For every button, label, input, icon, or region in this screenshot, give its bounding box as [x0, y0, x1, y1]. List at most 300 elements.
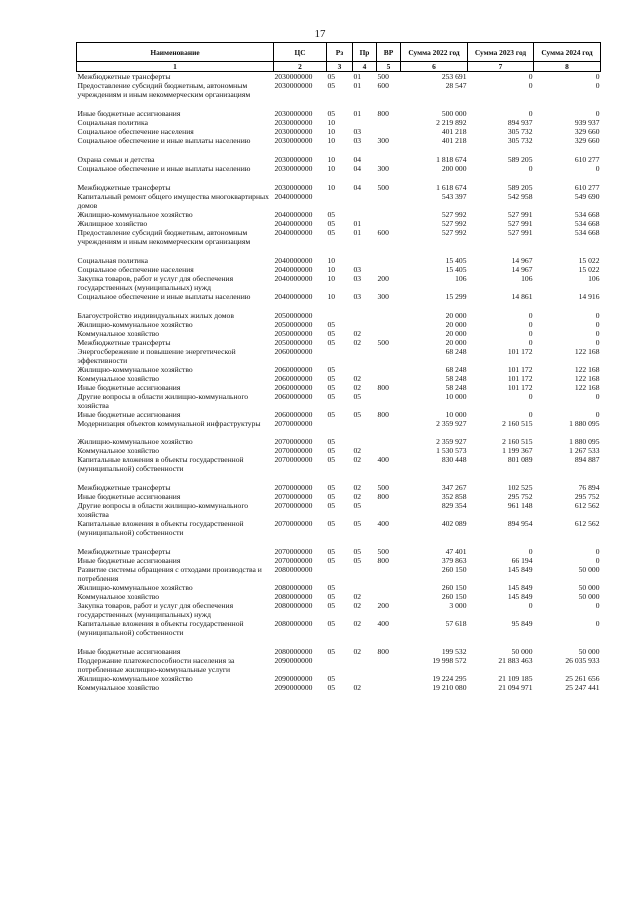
- row-pr-code: 02: [353, 592, 362, 601]
- spacer-row: [77, 99, 601, 109]
- budget-table: [76, 42, 601, 692]
- row-name: Жилищно-коммунальное хозяйство: [77, 365, 193, 374]
- row-cs-code: 2070000000: [274, 483, 313, 492]
- row-sum-2022: 260 150: [441, 592, 467, 601]
- row-cs-code: 2080000000: [274, 565, 313, 574]
- row-rz-code: 10: [327, 183, 336, 192]
- table-row: [77, 228, 601, 246]
- budget-table-body: [77, 72, 601, 693]
- row-cs-code: 2050000000: [274, 338, 313, 347]
- row-vr-code: 500: [377, 338, 389, 347]
- row-sum-2024: 50 000: [578, 583, 600, 592]
- row-sum-2023: 0: [528, 410, 533, 419]
- row-cs-code: 2070000000: [274, 547, 313, 556]
- table-row: [77, 619, 601, 637]
- row-pr-code: 03: [353, 127, 362, 136]
- row-vr-code: [377, 347, 401, 365]
- row-name: Коммунальное хозяйство: [77, 683, 160, 692]
- row-name: Капитальные вложения в объекты государственной (муниципальной) собственности: [77, 619, 244, 637]
- row-rz-code: 10: [327, 292, 336, 301]
- row-name: Жилищно-коммунальное хозяйство: [77, 674, 193, 683]
- spacer-row: [77, 637, 601, 647]
- row-pr-code: [353, 419, 377, 437]
- row-name: Иные бюджетные ассигнования: [77, 492, 181, 501]
- table-row: [77, 292, 601, 301]
- row-vr-code: [377, 365, 401, 374]
- row-cs-code: 2090000000: [274, 656, 313, 665]
- row-sum-2024: 76 894: [578, 483, 600, 492]
- row-vr-code: 600: [377, 81, 389, 90]
- row-sum-2023: 0: [528, 329, 533, 338]
- row-pr-code: 02: [353, 483, 362, 492]
- row-vr-code: 600: [377, 228, 389, 237]
- row-rz-code: [327, 565, 353, 583]
- table-row: [77, 256, 601, 265]
- row-pr-code: 05: [353, 519, 362, 528]
- header-rz: Рз: [327, 43, 353, 62]
- header-name: Наименование: [77, 43, 274, 62]
- row-sum-2024: 534 668: [574, 210, 600, 219]
- row-rz-code: [327, 192, 353, 210]
- row-sum-2023: 2 160 515: [502, 419, 533, 428]
- row-vr-code: 800: [377, 109, 389, 118]
- row-name: Межбюджетные трансферты: [77, 183, 171, 192]
- row-sum-2022: 1 530 573: [436, 446, 467, 455]
- header-cs: ЦС: [274, 43, 327, 62]
- row-sum-2024: 0: [595, 109, 600, 118]
- row-cs-code: 2060000000: [274, 392, 313, 401]
- row-pr-code: [353, 656, 377, 674]
- table-row: [77, 329, 601, 338]
- row-sum-2024: 549 690: [574, 192, 600, 201]
- row-name: Благоустройство индивидуальных жилых домов: [77, 311, 234, 320]
- row-rz-code: 05: [327, 228, 336, 237]
- row-rz-code: 05: [327, 338, 336, 347]
- table-row: [77, 446, 601, 455]
- row-rz-code: 10: [327, 118, 336, 127]
- row-cs-code: 2090000000: [274, 674, 313, 683]
- row-pr-code: 03: [353, 274, 362, 283]
- table-row: [77, 347, 601, 365]
- row-sum-2023: 295 752: [507, 492, 533, 501]
- spacer-cell: [77, 473, 601, 483]
- table-row: [77, 556, 601, 565]
- row-rz-code: [327, 311, 353, 320]
- row-rz-code: 05: [327, 109, 336, 118]
- row-cs-code: 2070000000: [274, 437, 313, 446]
- table-row: [77, 118, 601, 127]
- row-pr-code: 03: [353, 292, 362, 301]
- row-vr-code: [377, 419, 401, 437]
- row-sum-2022: 19 210 080: [432, 683, 467, 692]
- row-pr-code: 01: [353, 219, 362, 228]
- row-sum-2022: 352 858: [441, 492, 467, 501]
- row-sum-2023: 305 732: [507, 136, 533, 145]
- row-pr-code: 04: [353, 155, 362, 164]
- row-sum-2022: 260 150: [441, 565, 467, 574]
- row-vr-code: [377, 392, 401, 410]
- spacer-cell: [77, 145, 601, 155]
- row-cs-code: 2030000000: [274, 118, 313, 127]
- row-rz-code: 05: [327, 492, 336, 501]
- row-name: Иные бюджетные ассигнования: [77, 109, 181, 118]
- row-vr-code: 200: [377, 601, 389, 610]
- row-pr-code: 02: [353, 329, 362, 338]
- table-row: [77, 155, 601, 164]
- row-cs-code: 2060000000: [274, 410, 313, 419]
- row-name: Социальное обеспечение и иные выплаты населению: [77, 136, 251, 145]
- row-sum-2022: 402 089: [441, 519, 467, 528]
- row-sum-2022: 20 000: [445, 311, 467, 320]
- row-sum-2022: 15 405: [445, 265, 467, 274]
- row-pr-code: 05: [353, 392, 362, 401]
- spacer-row: [77, 145, 601, 155]
- row-pr-code: 05: [353, 547, 362, 556]
- table-row: [77, 338, 601, 347]
- table-row: [77, 492, 601, 501]
- row-sum-2022: 19 224 295: [432, 674, 467, 683]
- row-sum-2022: 200 000: [441, 164, 467, 173]
- row-sum-2022: 10 000: [445, 410, 467, 419]
- row-pr-code: 02: [353, 683, 362, 692]
- row-cs-code: 2070000000: [274, 519, 313, 528]
- row-cs-code: 2030000000: [274, 136, 313, 145]
- row-name: Социальное обеспечение и иные выплаты населению: [77, 292, 251, 301]
- row-vr-code: [377, 311, 401, 320]
- row-sum-2022: 19 998 572: [432, 656, 467, 665]
- row-sum-2022: 15 299: [445, 292, 467, 301]
- row-sum-2022: 830 448: [441, 455, 467, 464]
- row-rz-code: 10: [327, 155, 336, 164]
- row-pr-code: 01: [353, 109, 362, 118]
- row-sum-2024: 610 277: [574, 183, 600, 192]
- row-vr-code: [377, 256, 401, 265]
- table-row: [77, 311, 601, 320]
- row-name: Охрана семьи и детства: [77, 155, 155, 164]
- header-sum-2022: Сумма 2022 год: [401, 43, 468, 62]
- row-name: Социальное обеспечение и иные выплаты населению: [77, 164, 251, 173]
- row-sum-2022: 20 000: [445, 320, 467, 329]
- row-pr-code: [353, 118, 377, 127]
- row-pr-code: [353, 256, 377, 265]
- row-name: Поддержание платежеспособности населения за потребленные жилищно-коммунальные услуги: [77, 656, 235, 674]
- row-name: Социальная политика: [77, 256, 148, 265]
- spacer-row: [77, 473, 601, 483]
- row-sum-2022: 57 618: [445, 619, 467, 628]
- row-cs-code: 2060000000: [274, 374, 313, 383]
- row-name: Предоставление субсидий бюджетным, автономным учреждениям и иным некоммерческим организациям: [77, 81, 251, 99]
- table-row: [77, 365, 601, 374]
- row-rz-code: 10: [327, 265, 336, 274]
- row-name: Социальная политика: [77, 118, 148, 127]
- row-sum-2023: 106: [521, 274, 533, 283]
- row-rz-code: 05: [327, 547, 336, 556]
- row-rz-code: 05: [327, 374, 336, 383]
- column-number: 8: [534, 62, 601, 72]
- row-rz-code: 10: [327, 164, 336, 173]
- row-rz-code: 05: [327, 483, 336, 492]
- row-sum-2023: 145 849: [507, 592, 533, 601]
- row-pr-code: 05: [353, 501, 362, 510]
- table-row: [77, 136, 601, 145]
- row-rz-code: 10: [327, 256, 336, 265]
- row-sum-2023: 589 205: [507, 155, 533, 164]
- row-vr-code: 500: [377, 183, 389, 192]
- row-pr-code: [353, 347, 377, 365]
- row-sum-2024: 15 022: [578, 256, 600, 265]
- row-sum-2024: 0: [595, 619, 600, 628]
- row-vr-code: [377, 683, 401, 692]
- row-sum-2024: 15 022: [578, 265, 600, 274]
- row-sum-2022: 1 618 674: [436, 183, 467, 192]
- row-name: Иные бюджетные ассигнования: [77, 383, 181, 392]
- table-row: [77, 109, 601, 118]
- row-sum-2022: 199 532: [441, 647, 467, 656]
- header-sum-2024: Сумма 2024 год: [534, 43, 601, 62]
- row-sum-2024: 0: [595, 329, 600, 338]
- row-sum-2023: 101 172: [507, 347, 533, 356]
- row-sum-2022: 58 248: [445, 374, 467, 383]
- table-row: [77, 192, 601, 210]
- row-pr-code: 01: [353, 81, 362, 90]
- row-vr-code: [377, 210, 401, 219]
- row-rz-code: 05: [327, 683, 336, 692]
- row-sum-2023: 961 148: [507, 501, 533, 510]
- row-pr-code: 02: [353, 647, 362, 656]
- row-sum-2023: 894 954: [507, 519, 533, 528]
- row-cs-code: 2040000000: [274, 265, 313, 274]
- row-name: Коммунальное хозяйство: [77, 329, 160, 338]
- row-vr-code: [377, 501, 401, 519]
- row-pr-code: 04: [353, 183, 362, 192]
- row-sum-2023: 527 991: [507, 210, 533, 219]
- header-pr: Пр: [353, 43, 377, 62]
- row-cs-code: 2030000000: [274, 81, 313, 90]
- row-sum-2023: 145 849: [507, 583, 533, 592]
- row-rz-code: 05: [327, 210, 336, 219]
- row-sum-2023: 0: [528, 601, 533, 610]
- row-vr-code: 400: [377, 519, 389, 528]
- table-row: [77, 592, 601, 601]
- row-sum-2024: 329 660: [574, 127, 600, 136]
- table-row: [77, 81, 601, 99]
- row-pr-code: 04: [353, 164, 362, 173]
- row-cs-code: 2040000000: [274, 274, 313, 283]
- row-name: Межбюджетные трансферты: [77, 547, 171, 556]
- row-vr-code: [377, 127, 401, 136]
- row-sum-2023: 0: [528, 392, 533, 401]
- row-sum-2023: 101 172: [507, 365, 533, 374]
- spacer-row: [77, 301, 601, 311]
- row-sum-2024: 50 000: [578, 647, 600, 656]
- row-pr-code: 02: [353, 601, 362, 610]
- row-name: Жилищно-коммунальное хозяйство: [77, 320, 193, 329]
- table-row: [77, 392, 601, 410]
- row-name: Жилищное хозяйство: [77, 219, 148, 228]
- row-sum-2023: 0: [528, 338, 533, 347]
- row-name: Иные бюджетные ассигнования: [77, 410, 181, 419]
- row-cs-code: 2040000000: [274, 256, 313, 265]
- row-sum-2022: 829 354: [441, 501, 467, 510]
- table-row: [77, 674, 601, 683]
- table-row: [77, 410, 601, 419]
- row-sum-2023: 21 094 971: [498, 683, 533, 692]
- row-vr-code: 300: [377, 292, 389, 301]
- row-vr-code: 500: [377, 72, 389, 81]
- row-pr-code: [353, 311, 377, 320]
- table-row: [77, 683, 601, 692]
- row-rz-code: 05: [327, 81, 336, 90]
- row-vr-code: [377, 583, 401, 592]
- row-vr-code: [377, 219, 401, 228]
- row-cs-code: 2070000000: [274, 501, 313, 510]
- row-sum-2024: 122 168: [574, 383, 600, 392]
- row-rz-code: 10: [327, 136, 336, 145]
- row-sum-2022: 527 992: [441, 210, 467, 219]
- row-name: Социальное обеспечение населения: [77, 265, 194, 274]
- row-sum-2024: 1 267 533: [569, 446, 600, 455]
- row-name: Жилищно-коммунальное хозяйство: [77, 583, 193, 592]
- row-name: Иные бюджетные ассигнования: [77, 647, 181, 656]
- row-vr-code: 800: [377, 647, 389, 656]
- table-row: [77, 274, 601, 292]
- row-cs-code: 2050000000: [274, 320, 313, 329]
- row-name: Предоставление субсидий бюджетным, автономным учреждениям и иным некоммерческим организациям: [77, 228, 251, 246]
- row-name: Межбюджетные трансферты: [77, 483, 171, 492]
- row-sum-2024: 0: [595, 164, 600, 173]
- row-sum-2023: 14 967: [511, 256, 533, 265]
- row-cs-code: 2030000000: [274, 127, 313, 136]
- row-pr-code: 02: [353, 338, 362, 347]
- row-sum-2024: 0: [595, 311, 600, 320]
- row-name: Социальное обеспечение населения: [77, 127, 194, 136]
- row-pr-code: 03: [353, 265, 362, 274]
- table-row: [77, 210, 601, 219]
- header-vr: ВР: [377, 43, 401, 62]
- spacer-row: [77, 246, 601, 256]
- table-row: [77, 483, 601, 492]
- row-rz-code: 05: [327, 383, 336, 392]
- row-sum-2024: 1 880 095: [569, 419, 600, 428]
- row-vr-code: 500: [377, 483, 389, 492]
- row-vr-code: 800: [377, 492, 389, 501]
- row-cs-code: 2070000000: [274, 492, 313, 501]
- row-sum-2024: 0: [595, 392, 600, 401]
- row-pr-code: [353, 565, 377, 583]
- table-row: [77, 127, 601, 136]
- row-sum-2024: 25 247 441: [565, 683, 600, 692]
- row-sum-2022: 20 000: [445, 329, 467, 338]
- row-sum-2022: 527 992: [441, 219, 467, 228]
- table-row: [77, 437, 601, 446]
- row-vr-code: [377, 565, 401, 583]
- row-sum-2023: 95 849: [511, 619, 533, 628]
- row-sum-2022: 379 863: [441, 556, 467, 565]
- row-sum-2023: 14 861: [511, 292, 533, 301]
- row-vr-code: [377, 592, 401, 601]
- row-name: Капитальный ремонт общего имущества многоквартирных домов: [77, 192, 269, 210]
- row-vr-code: [377, 192, 401, 210]
- row-sum-2024: 122 168: [574, 347, 600, 356]
- spacer-cell: [77, 173, 601, 183]
- row-vr-code: 500: [377, 547, 389, 556]
- table-row: [77, 219, 601, 228]
- row-cs-code: 2070000000: [274, 446, 313, 455]
- row-rz-code: [327, 347, 353, 365]
- column-number: 6: [401, 62, 468, 72]
- row-name: Другие вопросы в области жилищно-коммунального хозяйства: [77, 501, 249, 519]
- row-rz-code: 05: [327, 592, 336, 601]
- row-sum-2023: 21 883 463: [498, 656, 533, 665]
- row-rz-code: 05: [327, 329, 336, 338]
- row-cs-code: 2040000000: [274, 210, 313, 219]
- spacer-cell: [77, 537, 601, 547]
- table-row: [77, 601, 601, 619]
- row-sum-2022: 401 218: [441, 136, 467, 145]
- row-rz-code: 05: [327, 647, 336, 656]
- row-vr-code: 200: [377, 274, 389, 283]
- row-sum-2022: 527 992: [441, 228, 467, 237]
- row-cs-code: 2080000000: [274, 583, 313, 592]
- row-pr-code: 02: [353, 619, 362, 628]
- row-pr-code: 01: [353, 72, 362, 81]
- row-sum-2022: 68 248: [445, 365, 467, 374]
- row-rz-code: 05: [327, 674, 336, 683]
- table-row: [77, 320, 601, 329]
- row-cs-code: 2040000000: [274, 219, 313, 228]
- row-sum-2023: 101 172: [507, 374, 533, 383]
- row-sum-2024: 26 035 933: [565, 656, 600, 665]
- column-number: 3: [327, 62, 353, 72]
- row-name: Развитие системы обращения с отходами производства и потребления: [77, 565, 262, 583]
- row-sum-2022: 2 219 892: [436, 118, 467, 127]
- row-rz-code: 05: [327, 392, 336, 401]
- row-cs-code: 2090000000: [274, 683, 313, 692]
- row-sum-2023: 21 109 185: [498, 674, 533, 683]
- column-number-row: [77, 62, 601, 72]
- row-pr-code: 03: [353, 136, 362, 145]
- row-vr-code: [377, 446, 401, 455]
- row-name: Жилищно-коммунальное хозяйство: [77, 437, 193, 446]
- row-sum-2024: 106: [588, 274, 600, 283]
- row-sum-2022: 3 000: [449, 601, 467, 610]
- row-vr-code: [377, 265, 401, 274]
- row-rz-code: 05: [327, 556, 336, 565]
- row-sum-2022: 47 401: [445, 547, 467, 556]
- row-sum-2022: 15 405: [445, 256, 467, 265]
- row-cs-code: 2070000000: [274, 455, 313, 464]
- row-sum-2023: 0: [528, 164, 533, 173]
- row-rz-code: 10: [327, 127, 336, 136]
- row-sum-2022: 20 000: [445, 338, 467, 347]
- column-number: 1: [77, 62, 274, 72]
- row-sum-2023: 0: [528, 81, 533, 90]
- table-row: [77, 183, 601, 192]
- table-row: [77, 383, 601, 392]
- row-pr-code: 05: [353, 556, 362, 565]
- row-sum-2023: 50 000: [511, 647, 533, 656]
- column-number: 2: [274, 62, 327, 72]
- row-sum-2023: 589 205: [507, 183, 533, 192]
- row-cs-code: 2080000000: [274, 592, 313, 601]
- table-row: [77, 583, 601, 592]
- table-row: [77, 72, 601, 82]
- row-pr-code: 05: [353, 410, 362, 419]
- row-rz-code: 05: [327, 437, 336, 446]
- row-sum-2024: 894 887: [574, 455, 600, 464]
- row-sum-2023: 101 172: [507, 383, 533, 392]
- table-row: [77, 519, 601, 537]
